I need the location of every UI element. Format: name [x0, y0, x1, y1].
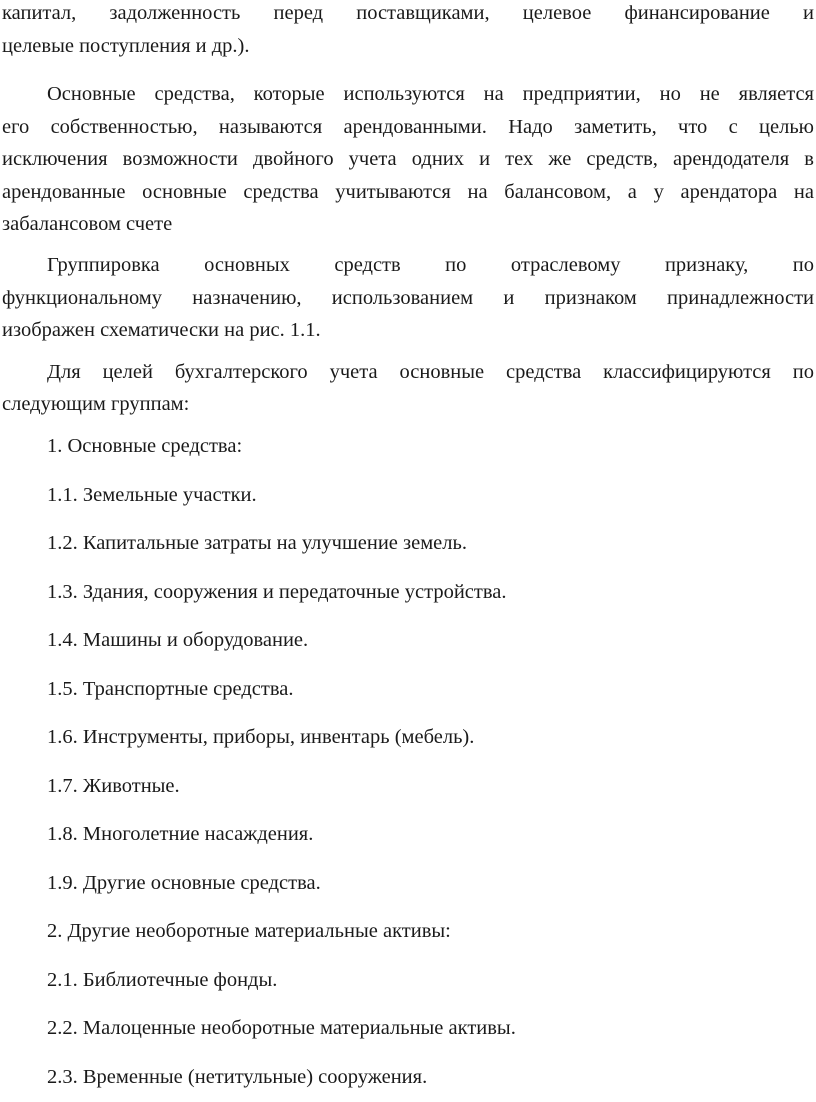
paragraph-line: Группировка основных средств по отраслевому признаку, по: [47, 254, 814, 276]
paragraph-line: Основные средства, которые используются на предприятии, но не является: [47, 83, 814, 105]
list-item: 2.3. Временные (нетитульные) сооружения.: [47, 1066, 428, 1088]
list-item: 2.2. Малоценные необоротные материальные активы.: [47, 1017, 516, 1039]
list-item: 1.5. Транспортные средства.: [47, 678, 294, 700]
list-item: 1.3. Здания, сооружения и передаточные устройства.: [47, 581, 507, 603]
paragraph-line: капитал, задолженность перед поставщиками, целевое финансирование и: [2, 2, 814, 24]
paragraph-line: следующим группам:: [2, 393, 190, 415]
list-item: 1.4. Машины и оборудование.: [47, 629, 309, 651]
list-item: 2.1. Библиотечные фонды.: [47, 969, 278, 991]
list-item: 1. Основные средства:: [47, 435, 243, 457]
list-item: 1.7. Животные.: [47, 775, 180, 797]
list-item: 1.8. Многолетние насаждения.: [47, 823, 314, 845]
list-item: 1.2. Капитальные затраты на улучшение земель.: [47, 532, 467, 554]
paragraph-line: функциональному назначению, использованием и признаком принадлежности: [2, 287, 814, 309]
paragraph-line: Для целей бухгалтерского учета основные средства классифицируются по: [47, 361, 814, 383]
paragraph-line: его собственностью, называются арендованными. Надо заметить, что с целью: [2, 116, 814, 138]
paragraph-line: изображен схематически на рис. 1.1.: [2, 319, 321, 341]
list-item: 1.6. Инструменты, приборы, инвентарь (мебель).: [47, 726, 475, 748]
list-item: 2. Другие необоротные материальные активы:: [47, 920, 451, 942]
paragraph-line: забалансовом счете: [2, 213, 173, 235]
paragraph-line: исключения возможности двойного учета одних и тех же средств, арендодателя в: [2, 148, 814, 170]
list-item: 1.9. Другие основные средства.: [47, 872, 321, 894]
paragraph-line: арендованные основные средства учитываются на балансовом, а у арендатора на: [2, 181, 814, 203]
paragraph-line: целевые поступления и др.).: [2, 35, 250, 57]
list-item: 1.1. Земельные участки.: [47, 484, 257, 506]
